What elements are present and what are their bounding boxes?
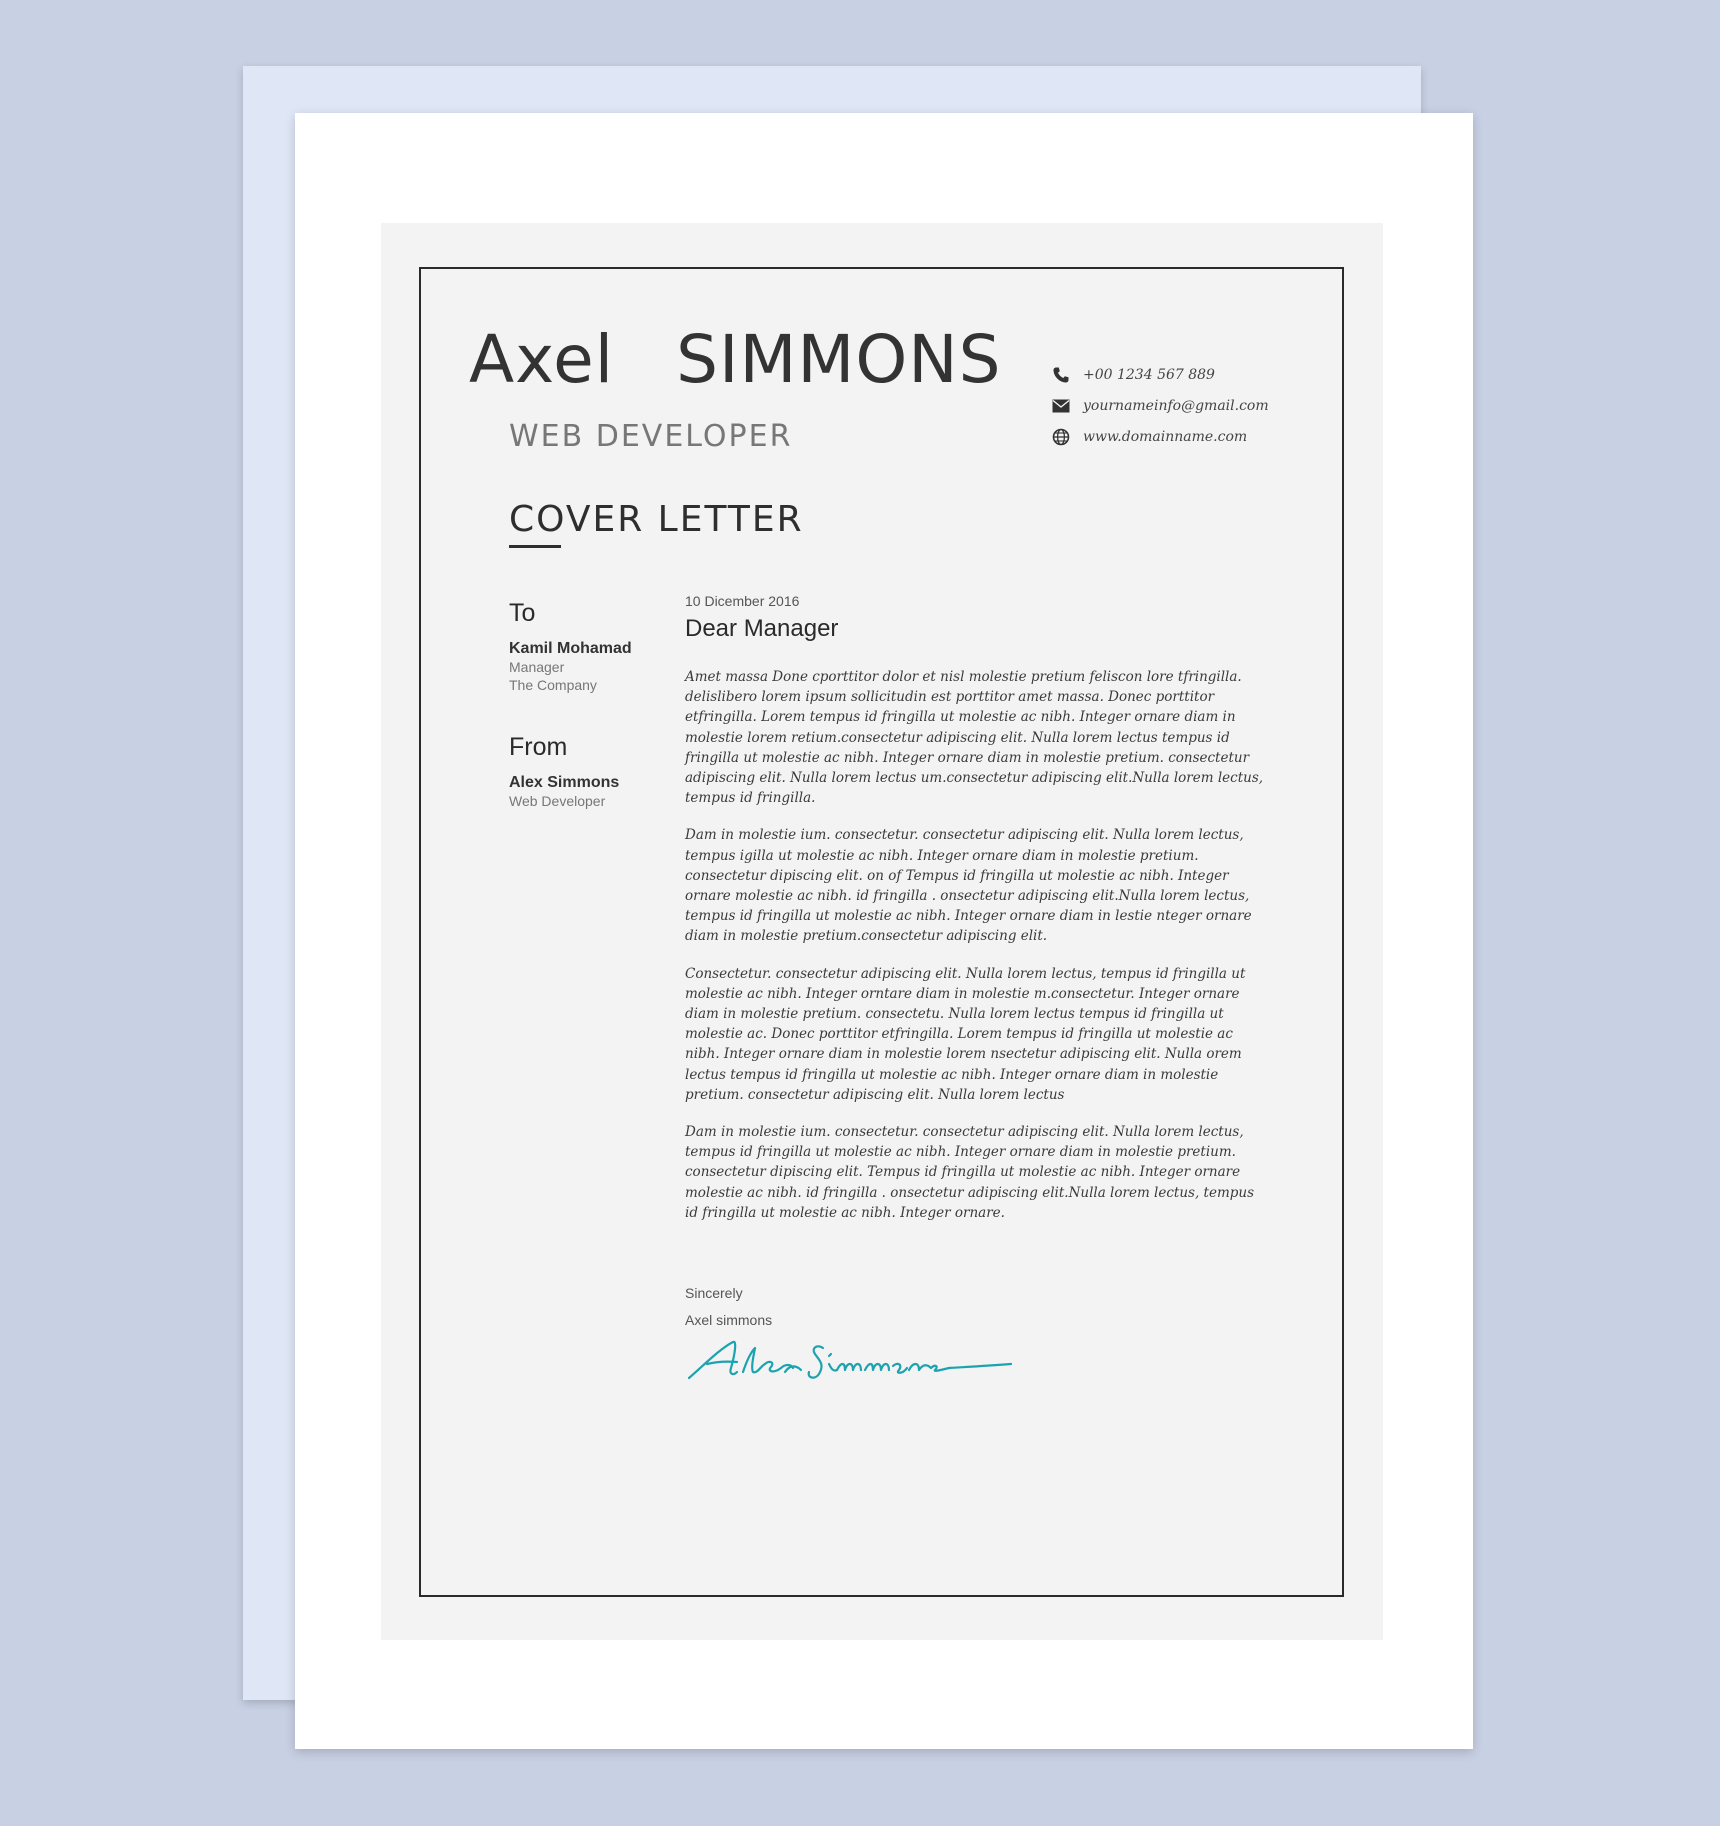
signer-name: Axel simmons [685,1312,773,1329]
paragraph-4: Dam in molestie ium. consectetur. consectetur adipiscing elit. Nulla lorem lectus, tempus id fringilla ut molestie ac nibh. Integer ornare diam in molestie pretium. consectetur dipiscing elit. Tempus id fringilla ut molestie ac nibh. Integer ornare molestie ac nibh. id fringilla . onsectetur adipiscing elit.Nulla lorem lectus, tempus id fringilla ut molestie ac nibh. Integer ornare. [685,1124,1255,1221]
last-name: SIMMONS [676,321,1002,398]
recipient-block [509,599,659,694]
globe-icon [1051,427,1071,447]
title-underline [509,545,561,548]
recipient-name: Kamil Mohamad [509,640,632,657]
front-sheet [295,113,1473,1749]
sender-title: Web Developer [509,793,606,809]
paragraph-1: Amet massa Done cporttitor dolor et nisl molestie pretium feliscon lore tfringilla. delislibero lorem ipsum sollicitudin est porttitor amet massa. Donec porttitor etfringilla. Lorem tempus id fringilla ut molestie ac nibh. Integer ornare diam in molestie lorem retium.consectetur adipiscing elit. Nulla lorem lectus tempus id fringilla ut molestie ac nibh. Integer ornare diam in molestie pretium. consectetur adipiscing elit. Nulla lorem lectus um.consectetur adipiscing elit.Nulla lorem lectus, tempus id fringilla. [685,669,1264,807]
contact-phone [1051,359,1269,390]
contact-list [1051,359,1269,452]
sender-heading: From [509,733,568,761]
paragraph-3: Consectetur. consectetur adipiscing elit. Nulla lorem lectus, tempus id fringilla ut molestie ac nibh. Integer orntare diam in molestie m.consectetur. Integer ornare diam in molestie pretium. consectetu. Nulla lorem lectus tempus id fringilla ut molestie ac. Donec porttitor etfringilla. Lorem tempus id fringilla ut molestie ac nibh. Integer ornare diam in molestie lorem nsectetur adipiscing elit. Nulla orem lectus tempus id fringilla ut molestie ac nibh. Integer ornare diam in molestie pretium. consectetur adipiscing elit. Nulla lorem lectus [685,965,1246,1103]
salutation: Dear Manager [685,615,839,642]
document-title: COVER LETTER [509,499,804,540]
applicant-name [469,321,1002,398]
phone-icon [1051,365,1071,385]
contact-email-text: yournameinfo@gmail.com [1083,397,1269,414]
envelope-icon [1051,396,1071,416]
paragraph-2: Dam in molestie ium. consectetur. consectetur adipiscing elit. Nulla lorem lectus, tempus igilla ut molestie ac nibh. Integer ornare diam in molestie pretium. consectetur dipiscing elit. on of Tempus id fringilla ut molestie ac nibh. Integer ornare molestie ac nibh. id fringilla . onsectetur adipiscing elit.Nulla lorem lectus, tempus id fringilla ut molestie ac nibh. Integer ornare diam in lestie nteger ornare diam in molestie pretium.consectetur adipiscing elit. [685,827,1252,945]
contact-phone-text: +00 1234 567 889 [1083,366,1215,383]
letter-body [685,593,1265,1392]
recipient-company: The Company [509,677,597,693]
document-frame [419,267,1344,1597]
job-title: WEB DEVELOPER [509,419,793,454]
closing: Sincerely [685,1285,743,1302]
recipient-title: Manager [509,659,565,675]
handwritten-signature [685,1334,1015,1388]
contact-website [1051,421,1269,452]
sender-block [509,733,659,810]
letter-date: 10 Dicember 2016 [685,593,800,609]
first-name: Axel [469,321,615,398]
recipient-heading: To [509,599,536,627]
contact-website-text: www.domainname.com [1083,428,1248,445]
contact-email [1051,390,1269,421]
sender-name: Alex Simmons [509,774,620,791]
document-panel [381,223,1383,1640]
